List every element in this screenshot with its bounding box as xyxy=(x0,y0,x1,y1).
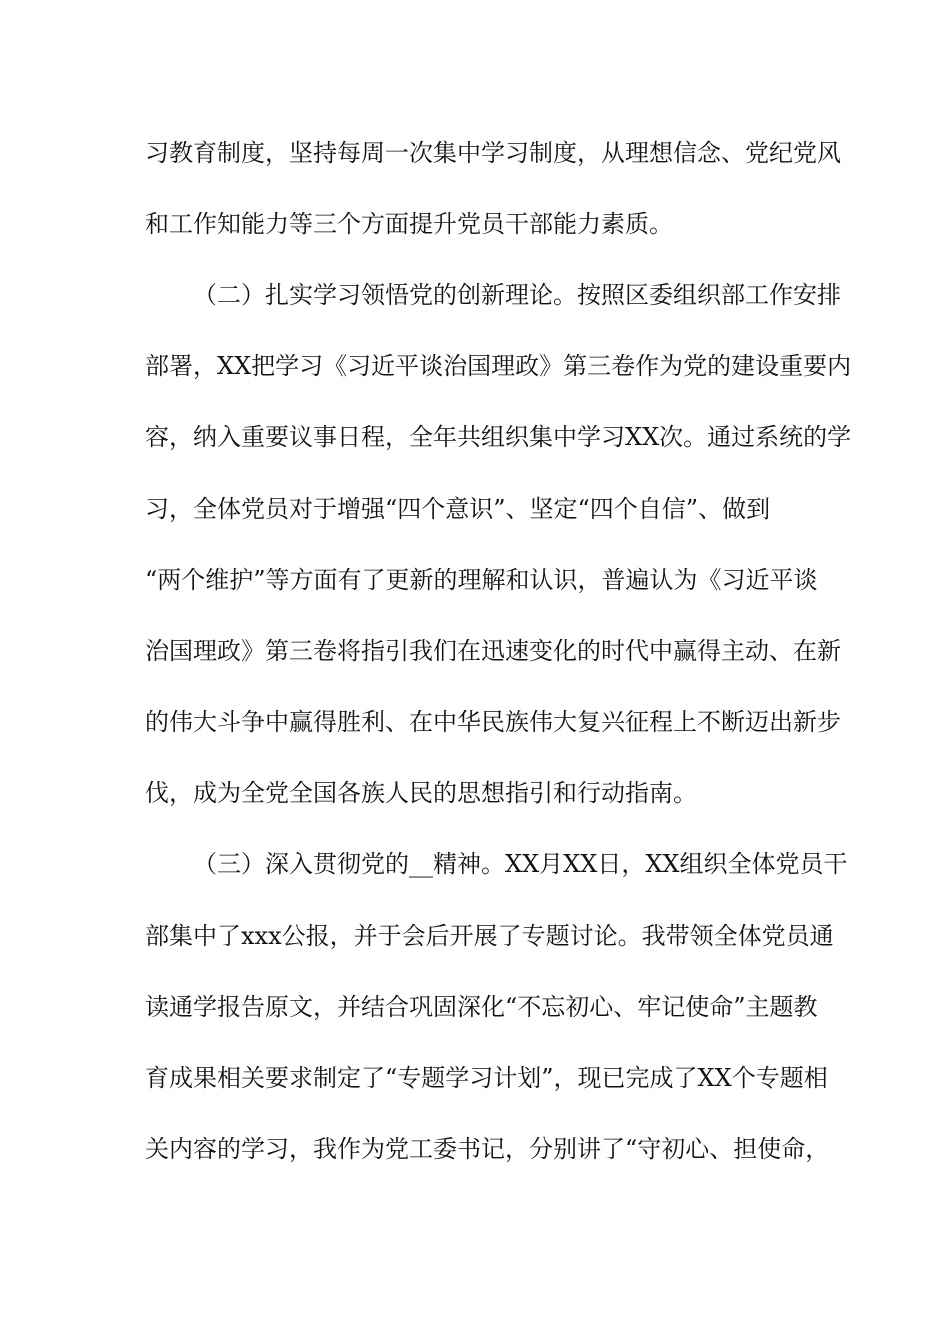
paragraph-line: 部署，XX把学习《习近平谈治国理政》第三卷作为党的建设重要内 xyxy=(145,352,852,380)
paragraph-line: 育成果相关要求制定了“专题学习计划”，现已完成了XX个专题相 xyxy=(145,1064,828,1092)
paragraph-line: 习教育制度，坚持每周一次集中学习制度，从理想信念、党纪党风 xyxy=(145,139,841,167)
paragraph-line: 容，纳入重要议事日程，全年共组织集中学习XX次。通过系统的学 xyxy=(145,423,852,451)
section-heading-line: （二）扎实学习领悟党的创新理论。按照区委组织部工作安排 xyxy=(193,281,841,309)
paragraph-line: “两个维护”等方面有了更新的理解和认识，普遍认为《习近平谈 xyxy=(145,566,818,594)
paragraph-line: 和工作知能力等三个方面提升党员干部能力素质。 xyxy=(145,210,673,238)
paragraph-line: 部集中了xxx公报，并于会后开展了专题讨论。我带领全体党员通 xyxy=(145,922,834,950)
paragraph-line: 关内容的学习，我作为党工委书记，分别讲了“守初心、担使命， xyxy=(145,1135,830,1163)
section-heading-line: （三）深入贯彻党的__精神。XX月XX日，XX组织全体党员干 xyxy=(193,850,848,878)
paragraph-line: 伐，成为全党全国各族人民的思想指引和行动指南。 xyxy=(145,779,697,807)
paragraph-line: 读通学报告原文，并结合巩固深化“不忘初心、牢记使命”主题教 xyxy=(145,993,818,1021)
paragraph-line: 习，全体党员对于增强“四个意识”、坚定“四个自信”、做到 xyxy=(145,495,771,523)
paragraph-line: 的伟大斗争中赢得胜利、在中华民族伟大复兴征程上不断迈出新步 xyxy=(145,708,841,736)
paragraph-line: 治国理政》第三卷将指引我们在迅速变化的时代中赢得主动、在新 xyxy=(145,637,841,665)
